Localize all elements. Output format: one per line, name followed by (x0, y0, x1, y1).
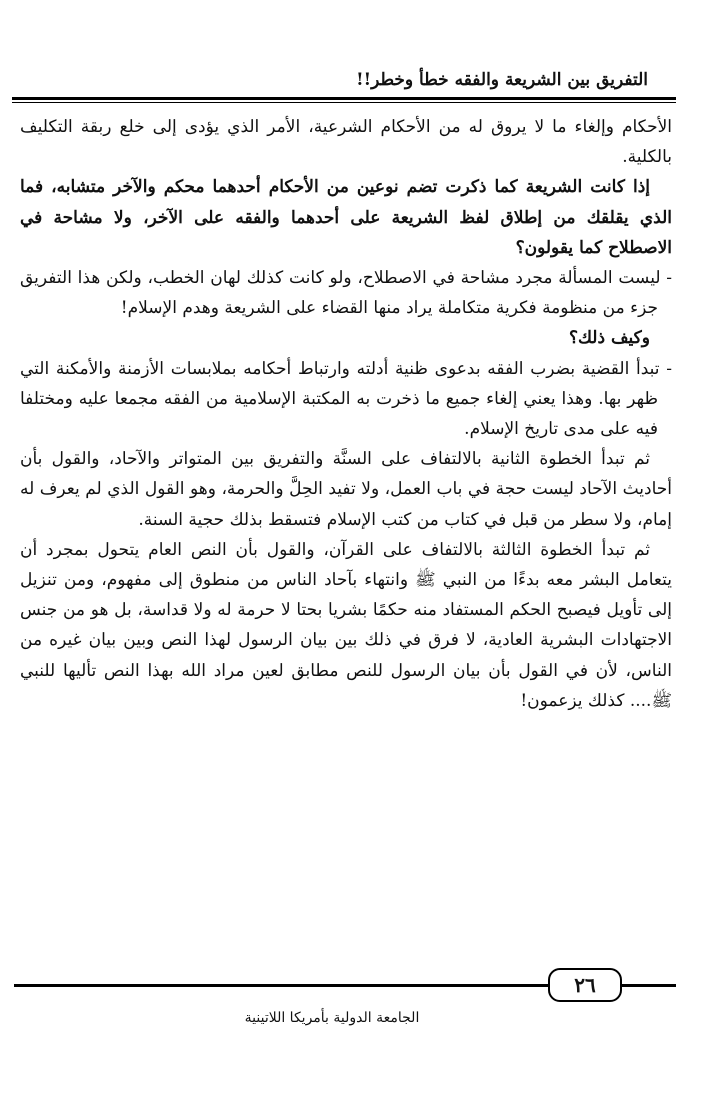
answer-paragraph: - ليست المسألة مجرد مشاحة في الاصطلاح، ولو كانت كذلك لهان الخطب، ولكن هذا التفريق جزء من منظومة فكرية متكاملة يراد منها القضاء على الشريعة وهدم الإسلام! (20, 268, 672, 319)
question-paragraph: إذا كانت الشريعة كما ذكرت تضم نوعين من الأحكام أحدهما محكم والآخر متشابه، فما الذي يقلقك من إطلاق لفظ الشريعة على أحدهما والفقه على الآخر، ولا مشاحة في الاصطلاح كما يقولون؟ (20, 177, 672, 258)
page-number: ٢٦ (574, 973, 596, 997)
footer-rule-right (622, 984, 676, 987)
header-rule-thin (12, 102, 676, 103)
footer-rule-left (14, 984, 550, 987)
header-rule-thick (12, 97, 676, 100)
publisher-name: الجامعة الدولية بأمريكا اللاتينية (244, 1010, 420, 1026)
paragraph-continuation: الأحكام وإلغاء ما لا يروق له من الأحكام الشرعية، الأمر الذي يؤدى إلى خلع ربقة التكليف بالكلية. (20, 117, 672, 168)
page-body (20, 112, 672, 716)
body-paragraph: ثم تبدأ الخطوة الثانية بالالتفاف على السنَّة والتفريق بين المتواتر والآحاد، والقول بأن أحاديث الآحاد ليست حجة في باب العمل، ولا تفيد الحِلَّ والحرمة، وهو القول الذي لم يعرف له إمام، ولا سطر من قبل في كتاب من كتب الإسلام فتسقط بذلك حجية السنة. (20, 449, 672, 530)
page-number-box (548, 968, 622, 1002)
question-paragraph: وكيف ذلك؟ (568, 328, 650, 349)
answer-paragraph: - تبدأ القضية بضرب الفقه بدعوى ظنية أدلته وارتباط أحكامه بملابسات الأزمنة والأمكنة التي ظهر بها. وهذا يعني إلغاء جميع ما ذخرت به المكتبة الإسلامية من الفقه مجمعا عليه ومختلفا فيه على مدى تاريخ الإسلام. (20, 358, 672, 440)
body-paragraph: ثم تبدأ الخطوة الثالثة بالالتفاف على القرآن، والقول بأن النص العام يتحول بمجرد أن يتعامل البشر معه بدءًا من النبي ﷺ وانتهاء بآحاد الناس من منطوق إلى مفهوم، ومن تنزيل إلى تأويل فيصبح الحكم المستفاد منه حكمًا بشريا بحتا لا حرمة له ولا قداسة، بل هو من جنس الاجتهادات البشرية العادية، لا فرق في ذلك بين بيان الرسول لهذا النص وبين بيان غيره من الناس، لأن في القول بأن بيان الرسول للنص مطابق لعين مراد الله بهذا النص تأليها للنبي ﷺ.... كذلك يزعمون! (20, 539, 672, 711)
running-header-title: التفريق بين الشريعة والفقه خطأ وخطر!! (356, 70, 648, 90)
